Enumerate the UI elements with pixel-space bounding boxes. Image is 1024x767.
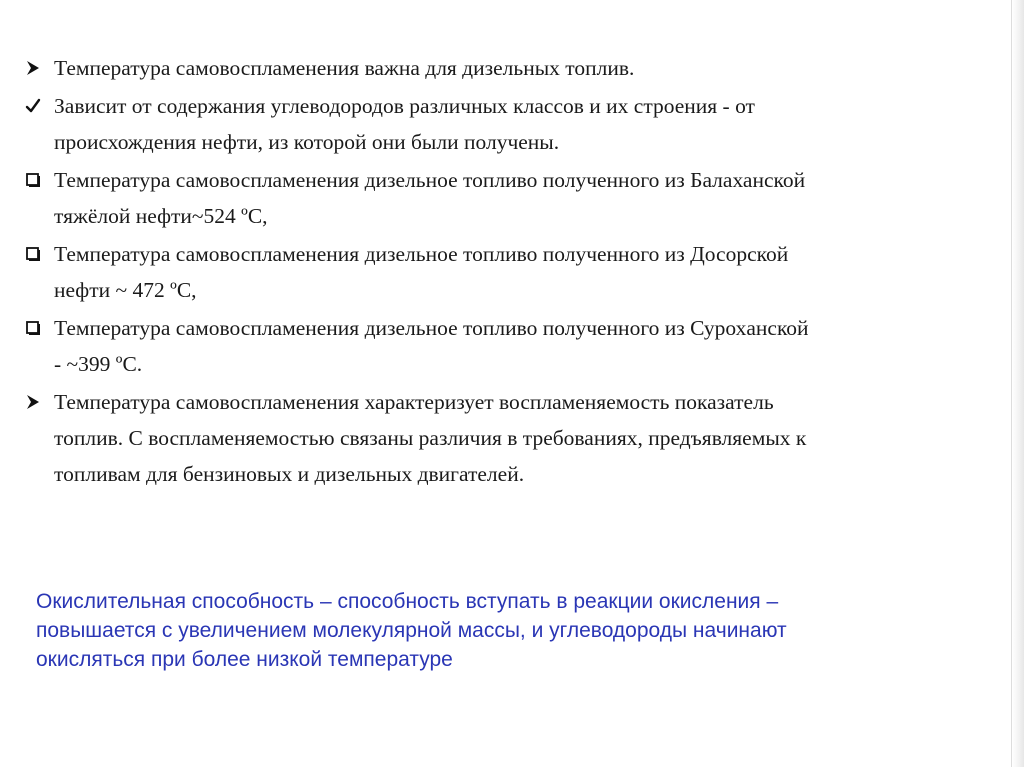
bullet-text: Температура самовоспламенения важна для дизельных топлив.	[54, 56, 635, 80]
note-line: Окислительная способность – способность вступать в реакции окисления –	[36, 590, 779, 613]
blue-note-text	[36, 587, 976, 674]
bullet-item	[22, 310, 972, 382]
bullet-item	[22, 88, 972, 160]
checkbox-bullet-icon	[22, 162, 44, 198]
note-line: окисляться при более низкой температуре	[36, 648, 453, 671]
bullet-text: Температура самовоспламенения характеризует воспламеняемость показатель топлив. С воспламеняемостью связаны различия в требованиях, предъявляемых к топливам для бензиновых и дизельных двигателей.	[54, 390, 807, 486]
bullet-text: Температура самовоспламенения дизельное топливо полученного из Балаханской тяжёлой нефти~524 ºС,	[54, 168, 806, 228]
checkbox-bullet-icon	[22, 236, 44, 272]
bullet-item	[22, 384, 972, 492]
bullet-text: Зависит от содержания углеводородов различных классов и их строения - от происхождения нефти, из которой они были получены.	[54, 94, 755, 154]
bullet-list	[22, 50, 972, 494]
bullet-text: Температура самовоспламенения дизельное топливо полученного из Сурохaнской - ~399 ºС.	[54, 316, 809, 376]
bullet-text: Температура самовоспламенения дизельное топливо полученного из Досорской нефти ~ 472 ºС,	[54, 242, 789, 302]
bullet-item	[22, 50, 972, 86]
checkbox-bullet-icon	[22, 310, 44, 346]
bullet-item	[22, 162, 972, 234]
bullet-item	[22, 236, 972, 308]
arrowhead-bullet-icon	[22, 50, 44, 86]
checkmark-bullet-icon	[22, 88, 44, 124]
note-line: повышается с увеличением молекулярной массы, и углеводороды начинают	[36, 619, 787, 642]
arrowhead-bullet-icon	[22, 384, 44, 420]
slide-frame-edge	[1011, 0, 1024, 767]
